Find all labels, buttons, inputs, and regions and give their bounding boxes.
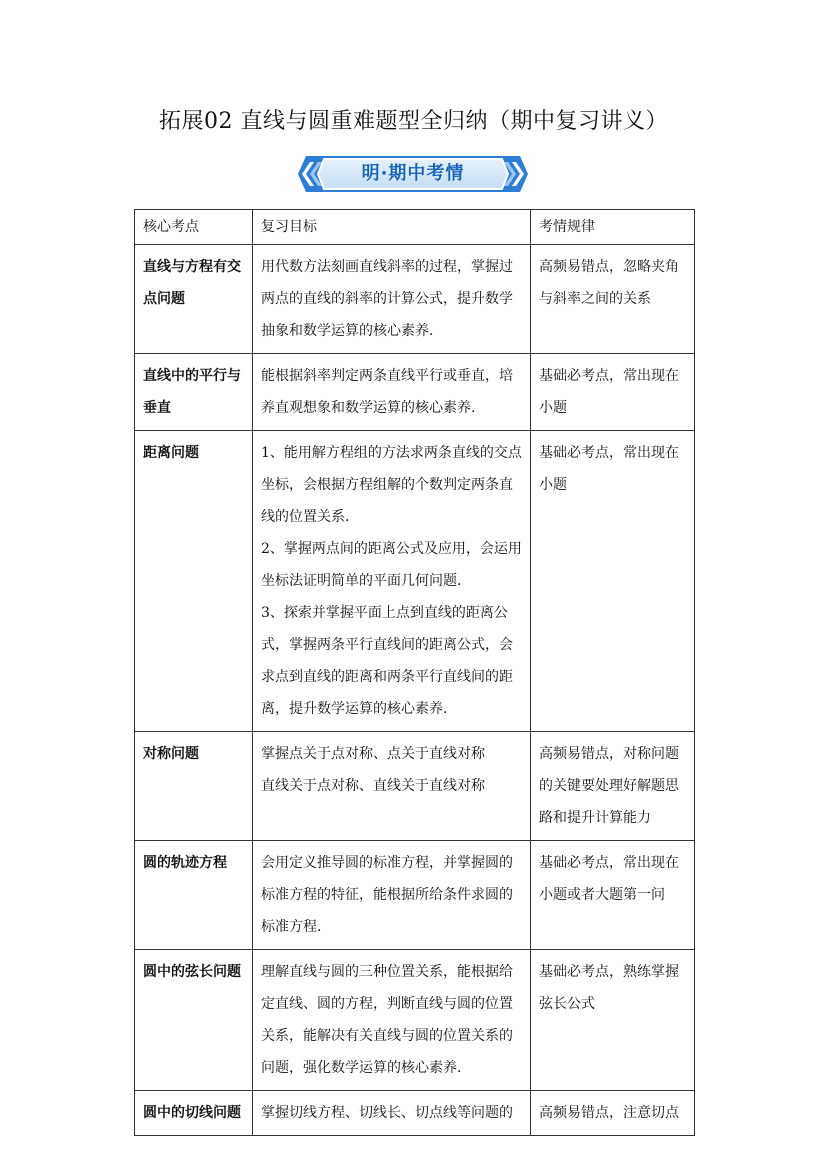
pattern-cell: 基础必考点，熟练掌握弦长公式 [531,950,695,1091]
table-row [135,354,695,431]
topic-cell: 圆中的切线问题 [135,1091,253,1136]
table-row [135,950,695,1091]
table-header-row [135,210,695,245]
goal-paragraph: 掌握切线方程、切线长、切点线等问题的 [261,1105,513,1121]
document-title: 拓展02 直线与圆重难题型全归纳（期中复习讲义） [159,109,668,134]
header-exam-pattern: 考情规律 [531,210,695,245]
goal-cell [253,431,531,732]
goal-paragraph: 直线关于点对称、直线关于直线对称 [261,778,485,794]
topic-cell: 对称问题 [135,732,253,841]
topic-cell: 直线中的平行与垂直 [135,354,253,431]
goal-cell [253,245,531,354]
goal-paragraph: 用代数方法刻画直线斜率的过程，掌握过两点的直线的斜率的计算公式，提升数学抽象和数学运算的核心素养. [261,259,513,339]
pattern-cell: 高频易错点，对称问题的关键要处理好解题思路和提升计算能力 [531,732,695,841]
goal-paragraph: 会用定义推导圆的标准方程，并掌握圆的标准方程的特征，能根据所给条件求圆的标准方程. [261,855,513,935]
goal-paragraph: 能根据斜率判定两条直线平行或垂直，培养直观想象和数学运算的核心素养. [261,368,513,416]
pattern-cell: 基础必考点，常出现在小题 [531,354,695,431]
goal-paragraph: 理解直线与圆的三种位置关系，能根据给定直线、圆的方程，判断直线与圆的位置关系，能解决有关直线与圆的位置关系的问题，强化数学运算的核心素养. [261,964,513,1076]
table-row [135,245,695,354]
header-core-topic: 核心考点 [135,210,253,245]
header-review-goal: 复习目标 [253,210,531,245]
pattern-cell: 基础必考点，常出现在小题 [531,431,695,732]
pattern-cell: 基础必考点，常出现在小题或者大题第一问 [531,841,695,950]
goal-cell [253,354,531,431]
table-row [135,1091,695,1136]
pattern-cell: 高频易错点，忽略夹角与斜率之间的关系 [531,245,695,354]
topic-cell: 圆中的弦长问题 [135,950,253,1091]
banner-label: 明·期中考情 [361,163,465,184]
goal-paragraph: 2、掌握两点间的距离公式及应用，会运用坐标法证明简单的平面几何问题. [261,541,522,589]
review-table [134,209,695,1136]
goal-paragraph: 3、探索并掌握平面上点到直线的距离公式，掌握两条平行直线间的距离公式，会求点到直线的距离和两条平行直线间的距离，提升数学运算的核心素养. [261,605,513,717]
goal-paragraph: 掌握点关于点对称、点关于直线对称 [261,746,485,762]
section-banner [296,152,530,196]
table-row [135,431,695,732]
goal-cell [253,1091,531,1136]
goal-cell [253,732,531,841]
table-row [135,732,695,841]
topic-cell: 距离问题 [135,431,253,732]
goal-cell [253,841,531,950]
goal-cell [253,950,531,1091]
goal-paragraph: 1、能用解方程组的方法求两条直线的交点坐标，会根据方程组解的个数判定两条直线的位置关系. [261,445,522,525]
topic-cell: 直线与方程有交点问题 [135,245,253,354]
pattern-cell: 高频易错点，注意切点 [531,1091,695,1136]
topic-cell: 圆的轨迹方程 [135,841,253,950]
table-row [135,841,695,950]
